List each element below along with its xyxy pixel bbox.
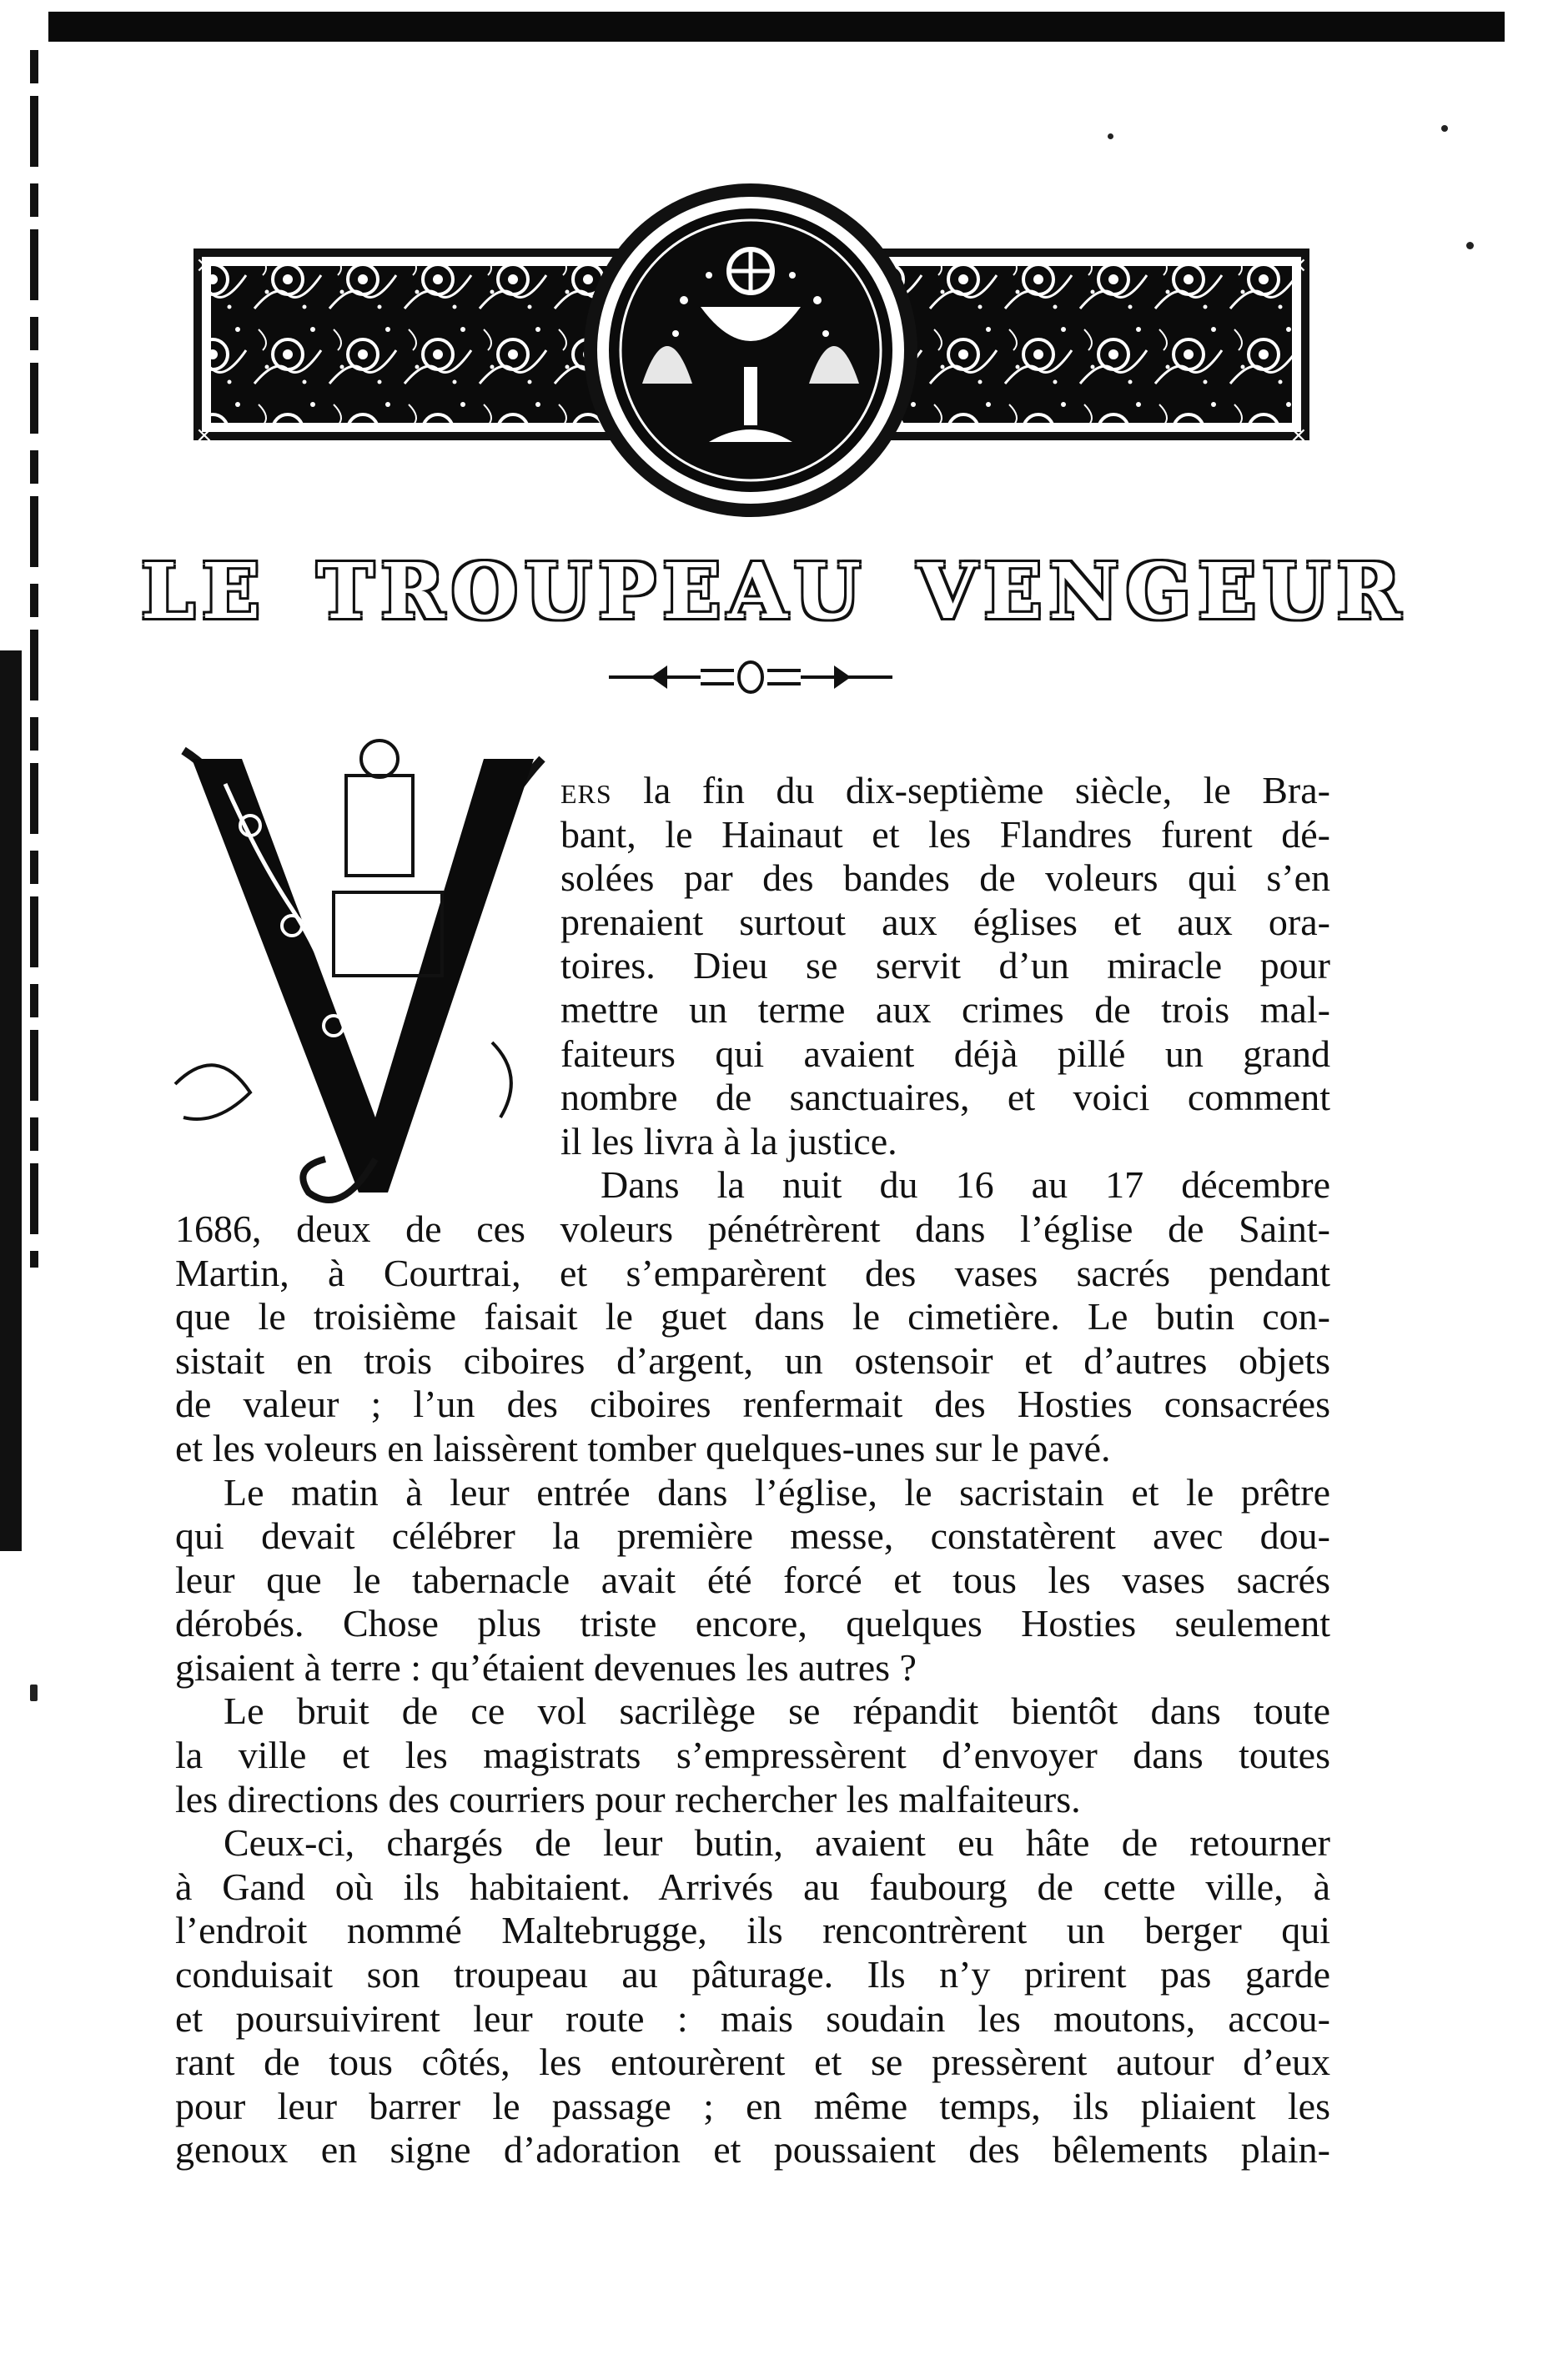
title-word-1: LE [141, 546, 267, 636]
text-line: solées par des bandes de voleurs qui s’en [560, 856, 1330, 900]
text-line: 1686, deux de ces voleurs pénétrèrent dans l’église de Saint- [175, 1207, 1330, 1250]
text-line: qui devait célébrer la première messe, constatèrent avec dou- [175, 1514, 1330, 1558]
text-line: il les livra à la justice. [560, 1119, 897, 1162]
scan-edge-left [30, 50, 38, 1268]
ink-speck [1108, 133, 1113, 139]
text-line: pour leur barrer le passage ; en même temps, ils pliaient les [175, 2084, 1330, 2127]
text-line: et les voleurs en laissèrent tomber quelques-unes sur le pavé. [175, 1426, 1111, 1469]
body-text [175, 769, 1330, 2172]
ink-speck [1441, 125, 1448, 132]
text-line: et poursuivirent leur route : mais soudain les moutons, accou- [175, 1996, 1330, 2040]
text-line: genoux en signe d’adoration et poussaient des bêlements plain- [175, 2128, 1330, 2172]
fleuron-divider-icon [601, 650, 901, 700]
svg-text:×: × [195, 423, 214, 448]
text-line: mettre un terme aux crimes de trois mal- [560, 987, 1330, 1031]
text-line: que le troisième faisait le guet dans le cimetière. Le butin con- [175, 1295, 1330, 1338]
text-line: gisaient à terre : qu’étaient devenues les autres ? [175, 1645, 917, 1689]
text-line: à Gand où ils habitaient. Arrivés au faubourg de cette ville, à [175, 1865, 1330, 1908]
text-line: les directions des courriers pour rechercher les malfaiteurs. [175, 1777, 1081, 1820]
text-line: l’endroit nommé Maltebrugge, ils rencontrèrent un berger qui [175, 1909, 1330, 1952]
text-line: Ceux-ci, chargés de leur butin, avaient eu hâte de retourner [224, 1821, 1330, 1865]
text-line: Le matin à leur entrée dans l’église, le sacristain et le prêtre [224, 1470, 1330, 1514]
text-line: Martin, à Courtrai, et s’emparèrent des vases sacrés pendant [175, 1251, 1330, 1294]
text-line: prenaient surtout aux églises et aux ora- [560, 900, 1330, 943]
text-line: bant, le Hainaut et les Flandres furent dé- [560, 812, 1330, 856]
text-line: sistait en trois ciboires d’argent, un ostensoir et d’autres objets [175, 1338, 1330, 1382]
ink-speck [30, 1685, 38, 1701]
text-line: toires. Dieu se servit d’un miracle pour [560, 944, 1330, 987]
text-line: de valeur ; l’un des ciboires renfermait des Hosties consacrées [175, 1383, 1330, 1426]
text-line: leur que le tabernacle avait été forcé et tous les vases sacrés [175, 1558, 1330, 1601]
svg-text:×: × [1289, 253, 1308, 278]
text-line: la ville et les magistrats s’empressèrent d’envoyer dans toutes [175, 1734, 1330, 1777]
ink-speck [1466, 242, 1474, 249]
text-line: Dans la nuit du 16 au 17 décembre [601, 1163, 1330, 1207]
scan-edge-margin [0, 650, 22, 1551]
title-word-2: TROUPEAU [316, 546, 868, 636]
text-line: faiteurs qui avaient déjà pillé un grand [560, 1032, 1330, 1075]
svg-text:×: × [1289, 423, 1308, 448]
top-rule [48, 12, 1505, 42]
chapter-title [0, 546, 1548, 636]
text-line: conduisait son troupeau au pâturage. Ils n’y prirent pas garde [175, 1953, 1330, 1996]
text-line: dérobés. Chose plus triste encore, quelques Hosties seulement [175, 1602, 1330, 1645]
text-line: nombre de sanctuaires, et voici comment [560, 1076, 1330, 1119]
text-line: rant de tous côtés, les entourèrent et se pressèrent autour d’eux [175, 2041, 1330, 2084]
title-word-3: VENGEUR [917, 546, 1407, 636]
text-line: Le bruit de ce vol sacrilège se répandit bientôt dans toute [224, 1690, 1330, 1733]
text-line: ers la fin du dix-septième siècle, le Bra- [560, 769, 1330, 811]
svg-text:×: × [195, 253, 214, 278]
ornamental-headpiece-chalice-icon [175, 167, 1326, 534]
